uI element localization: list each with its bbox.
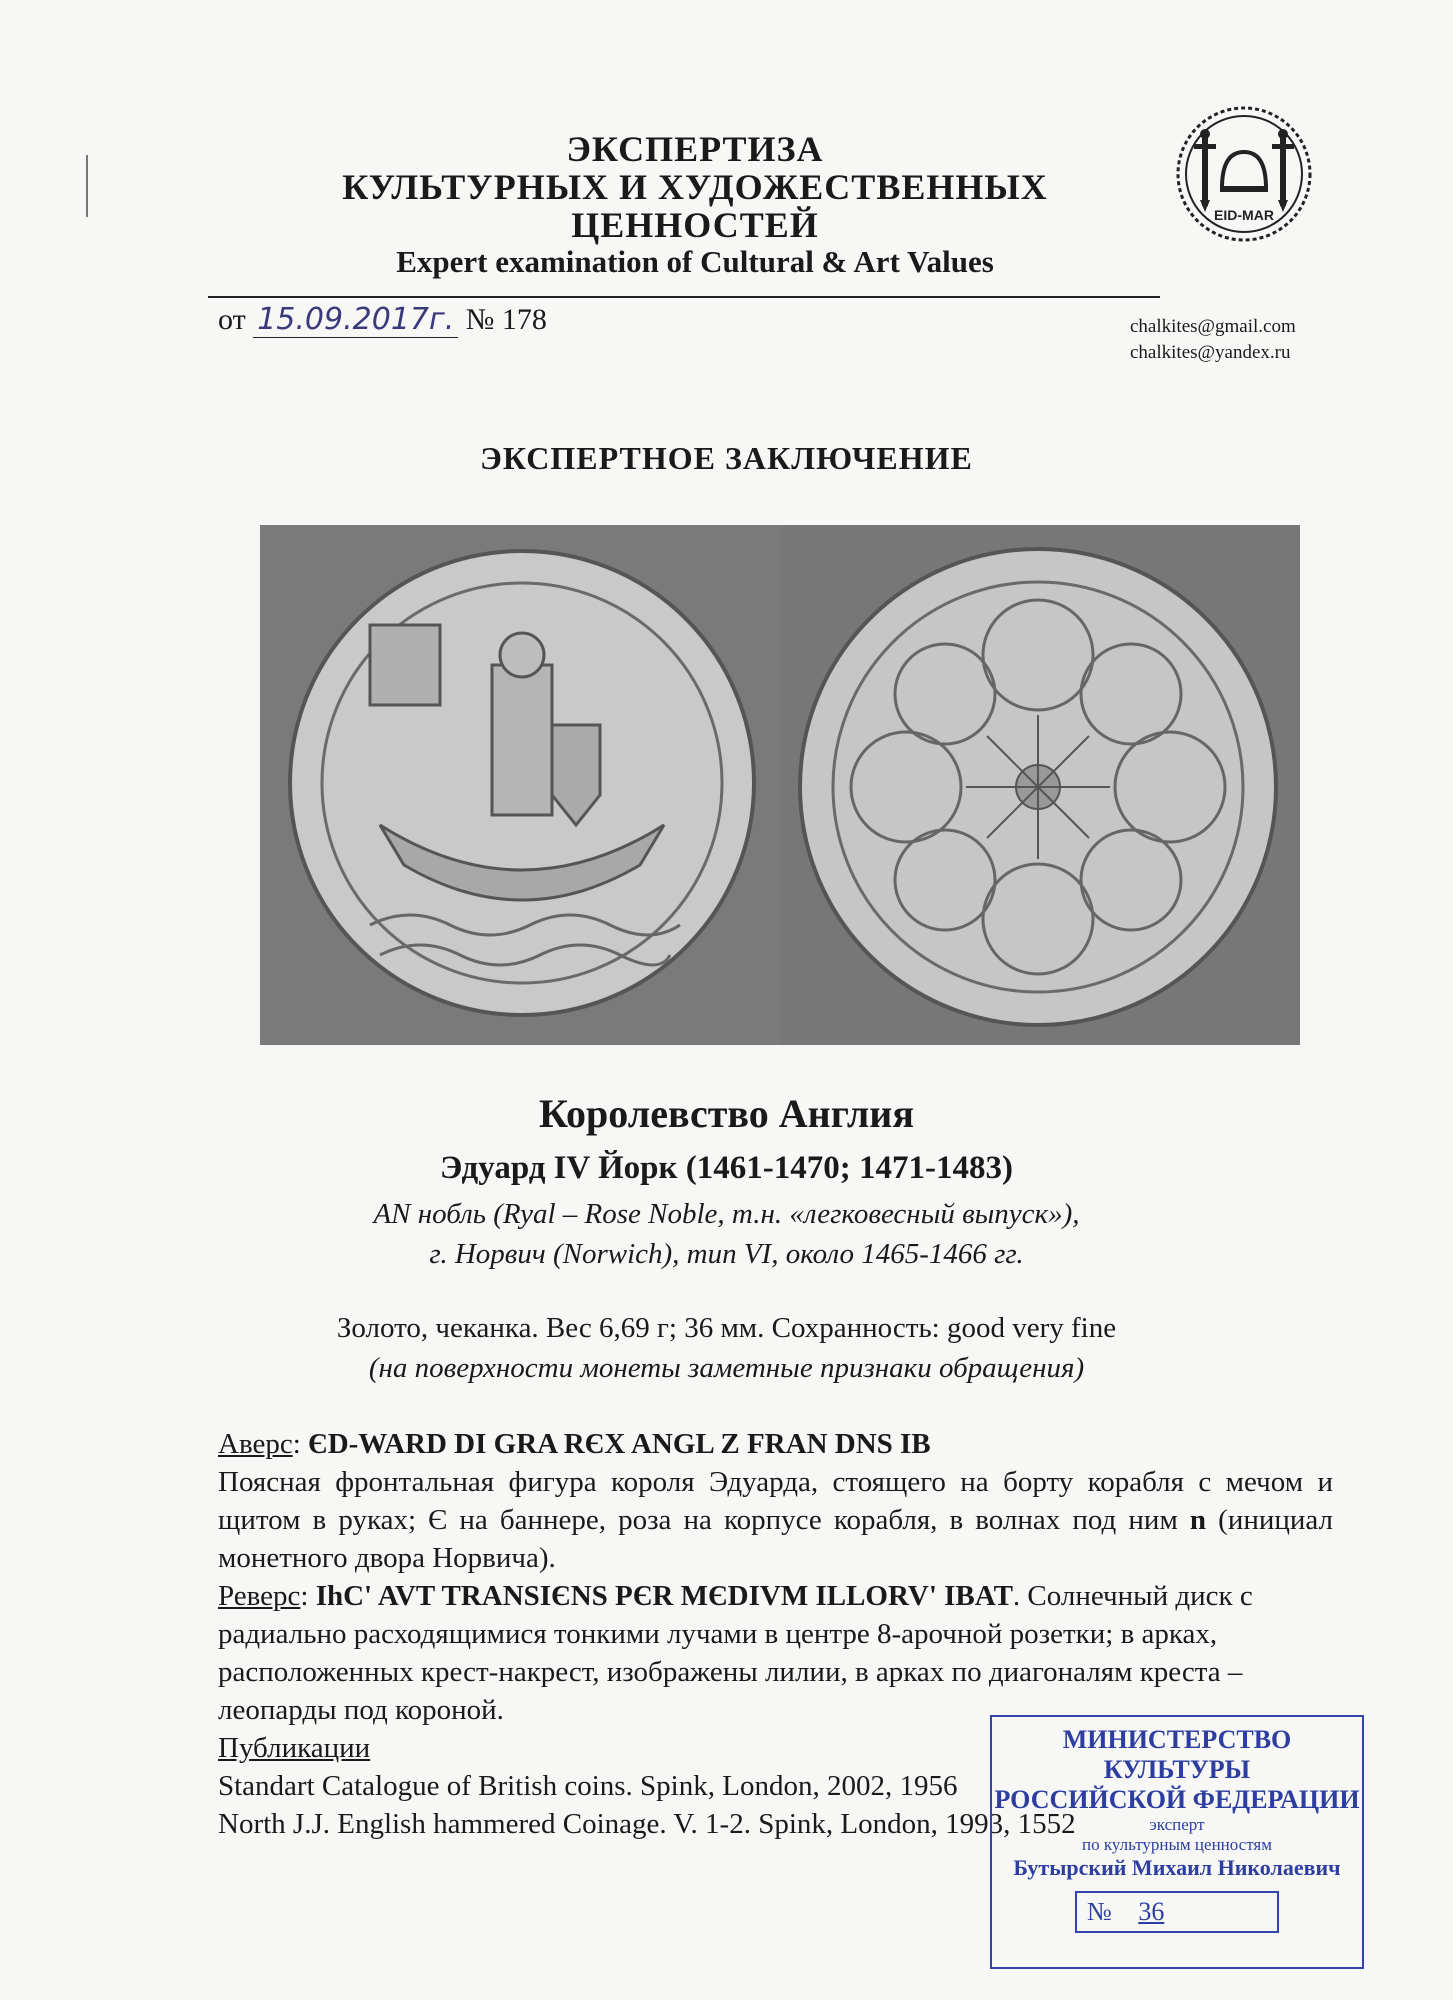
ministry-stamp: [990, 1715, 1364, 1969]
from-label: от: [218, 303, 246, 336]
publication-item: Standart Catalogue of British coins. Spink, London, 2002, 1956: [218, 1770, 958, 1802]
ref-number: 178: [501, 303, 547, 336]
publications-label: Публикации: [218, 1732, 371, 1764]
logo-text: EID-MAR: [1214, 207, 1274, 223]
stamp-number: 36: [1138, 1897, 1165, 1926]
stamp-num-label: №: [1087, 1897, 1112, 1926]
email-gmail: chalkites@gmail.com: [1130, 316, 1296, 337]
ref-date: 15.09.2017г.: [253, 302, 458, 338]
reverse-label: Реверс: [218, 1580, 301, 1612]
obverse-description: [218, 1463, 1333, 1577]
reference-line: [218, 302, 547, 337]
obverse-mint-letter: n: [1189, 1504, 1207, 1536]
publication-item: North J.J. English hammered Coinage. V. 1-2. Spink, London, 1993, 1552: [218, 1808, 1076, 1840]
coin-ruler: Эдуард IV Йорк (1461-1470; 1471-1483): [440, 1150, 1013, 1186]
scan-mark: [86, 155, 88, 217]
eid-mar-logo-icon: [1170, 100, 1318, 248]
org-header: [200, 130, 1190, 280]
stamp-line5: Бутырский Михаил Николаевич: [1013, 1855, 1341, 1880]
stamp-number-box: [1075, 1891, 1279, 1933]
document-title: ЭКСПЕРТНОЕ ЗАКЛЮЧЕНИЕ: [480, 440, 973, 476]
stamp-line3: эксперт: [1149, 1815, 1205, 1834]
coin-denomination-line2: г. Норвич (Norwich), тип VI, около 1465-1466 гг.: [429, 1238, 1024, 1270]
obverse-label: Аверс: [218, 1428, 293, 1460]
stamp-line4: по культурным ценностям: [1081, 1835, 1273, 1854]
obverse-text: Поясная фронтальная фигура короля Эдуарда, стоящего на борту корабля с мечом и щитом в руках; Є на баннере, роза на корпусе корабля, в волнах под ним: [218, 1466, 1333, 1536]
stamp-line2: РОССИЙСКОЙ ФЕДЕРАЦИИ: [994, 1785, 1360, 1814]
obverse-legend: ЄD-WARD DI GRA RЄX ANGL Z FRAN DNS IB: [308, 1428, 931, 1460]
org-name-line1: ЭКСПЕРТИЗА: [566, 129, 824, 169]
contact-emails: [1130, 314, 1296, 366]
coin-denomination-line1: AN нобль (Ryal – Rose Noble, т.н. «легковесный выпуск»),: [373, 1198, 1080, 1230]
obverse-text-tail: (инициал монетного двора Норвича).: [218, 1504, 1334, 1574]
stamp-line1: МИНИСТЕРСТВО КУЛЬТУРЫ: [1062, 1725, 1292, 1784]
coin-condition-note: (на поверхности монеты заметные признаки обращения): [368, 1352, 1085, 1384]
reverse-text: Солнечный диск с радиально расходящимися тонкими лучами в центре 8-арочной розетки; в арках, расположенных крест-накрест, изображены лилии, в арках по диагоналям креста – леопарды под короной.: [218, 1580, 1253, 1726]
obverse-legend-line: Аверс: ЄD-WARD DI GRA RЄX ANGL Z FRAN DNS IB: [218, 1428, 931, 1460]
header-rule: [208, 296, 1160, 298]
coin-photo: [260, 525, 1300, 1045]
reverse-coin-image: [780, 525, 1300, 1045]
email-yandex: chalkites@yandex.ru: [1130, 342, 1291, 363]
coin-specs: Золото, чеканка. Вес 6,69 г; 36 мм. Сохранность: good very fine: [336, 1312, 1117, 1344]
reverse-legend: IhC' AVT TRANSIЄNS PЄR MЄDIVM ILLORV' IBAT: [315, 1580, 1013, 1612]
org-name-line2: КУЛЬТУРНЫХ И ХУДОЖЕСТВЕННЫХ: [342, 167, 1048, 207]
org-name-english: Expert examination of Cultural & Art Values: [396, 244, 994, 279]
reverse-description: Реверс: IhC' AVT TRANSIЄNS PЄR MЄDIVM ILLORV' IBAT. Солнечный диск с радиально расходящимися тонкими лучами в центре 8-арочной розетки; в арках, расположенных крест-накрест, изображены лилии, в арках по диагоналям креста – леопарды под короной.: [218, 1580, 1253, 1726]
org-name-line3: ЦЕННОСТЕЙ: [571, 205, 819, 245]
coin-kingdom: Королевство Англия: [539, 1091, 914, 1136]
obverse-coin-image: [260, 525, 780, 1045]
number-label: №: [465, 303, 495, 336]
